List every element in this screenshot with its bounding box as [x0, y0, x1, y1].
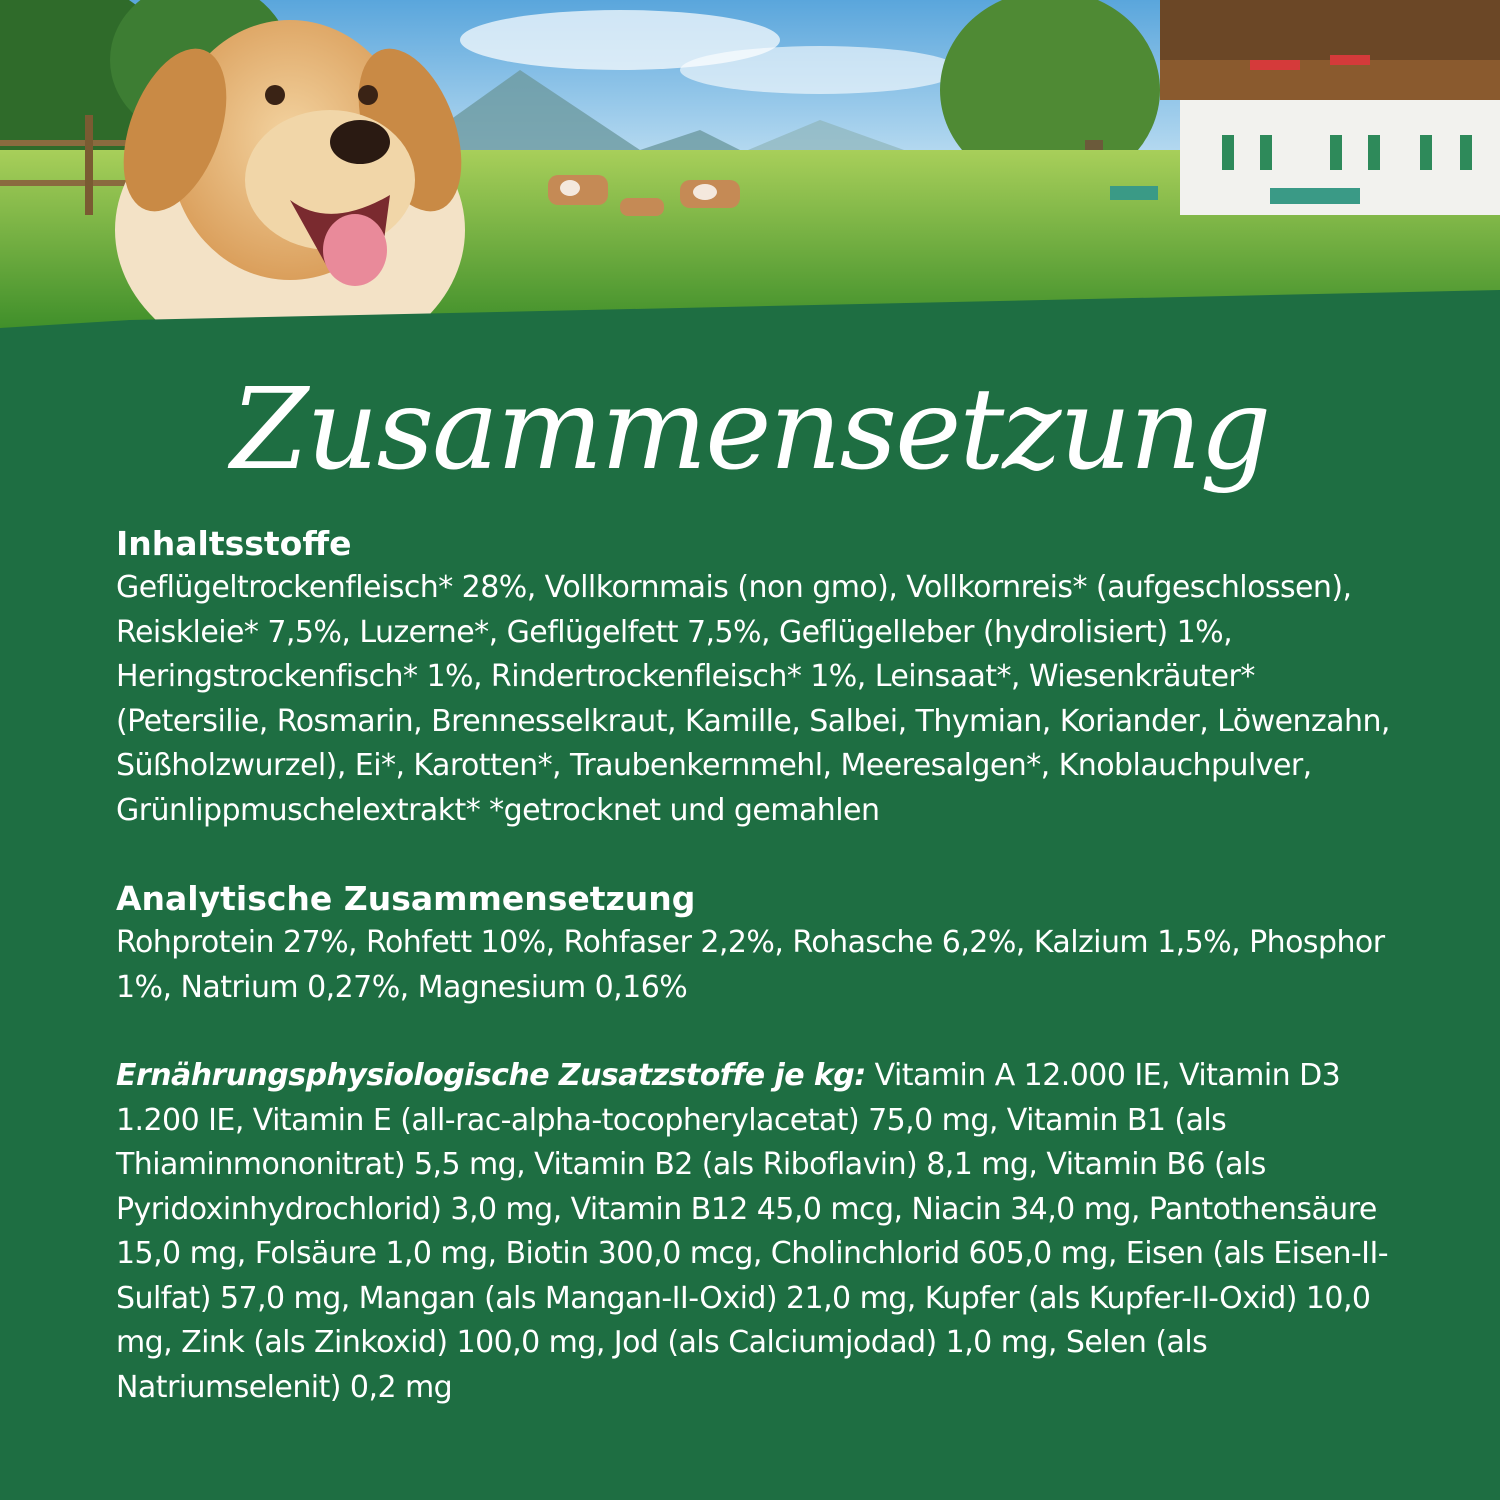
additives-text: Vitamin A 12.000 IE, Vitamin D3 1.200 IE, Vitamin E (all-rac-alpha-tocopherylacetat) 75,0 mg, Vitamin B1 (als Thiaminmononitrat) 5,5 mg, Vitamin B2 (als Riboflavin) 8,1 mg, Vitamin B6 (als Pyridoxinhydrochlorid) 3,0 mg, Vitamin B12 45,0 mcg, Niacin 34,0 mg, Pantothensäure 15,0 mg, Folsäure 1,0 mg, Biotin 300,0 mcg, Cholinchlorid 605,0 mg, Eisen (als Eisen-II-Sulfat) 57,0 mg, Mangan (als Mangan-II-Oxid) 21,0 mg, Kupfer (als Kupfer-II-Oxid) 10,0 mg, Zink (als Zinkoxid) 100,0 mg, Jod (als Calciumjodad) 1,0 mg, Selen (als Natriumselenit) 0,2 mg	[116, 1058, 1389, 1405]
ingredients-section	[116, 522, 1406, 833]
page-title: Zusammensetzung	[230, 365, 1270, 495]
section-title-ingredients: Inhaltsstoffe	[116, 524, 352, 563]
section-text-analytical: Rohprotein 27%, Rohfett 10%, Rohfaser 2,2%, Rohasche 6,2%, Kalzium 1,5%, Phosphor 1%, Natrium 0,27%, Magnesium 0,16%	[116, 925, 1385, 1005]
meadow-scene-illustration	[0, 0, 1500, 330]
additives-section	[116, 1054, 1406, 1410]
section-text-ingredients: Geflügeltrockenfleisch* 28%, Vollkornmais (non gmo), Vollkornreis* (aufgeschlossen), Reiskleie* 7,5%, Luzerne*, Geflügelfett 7,5%, Geflügelleber (hydrolisiert) 1%, Heringstrockenfisch* 1%, Rindertrockenfleisch* 1%, Leinsaat*, Wiesenkräuter* (Petersilie, Rosmarin, Brennesselkraut, Kamille, Salbei, Thymian, Koriander, Löwenzahn, Süßholzwurzel), Ei*, Karotten*, Traubenkernmehl, Meeresalgen*, Knoblauchpulver, Grünlippmuschelextrakt* *getrocknet und gemahlen	[116, 570, 1390, 828]
analytical-section	[116, 877, 1406, 1010]
composition-content	[116, 522, 1406, 1410]
hero-image	[0, 0, 1500, 330]
section-title-analytical: Analytische Zusammensetzung	[116, 879, 696, 918]
additives-lead: Ernährungsphysiologische Zusatzstoffe je kg:	[116, 1058, 866, 1093]
